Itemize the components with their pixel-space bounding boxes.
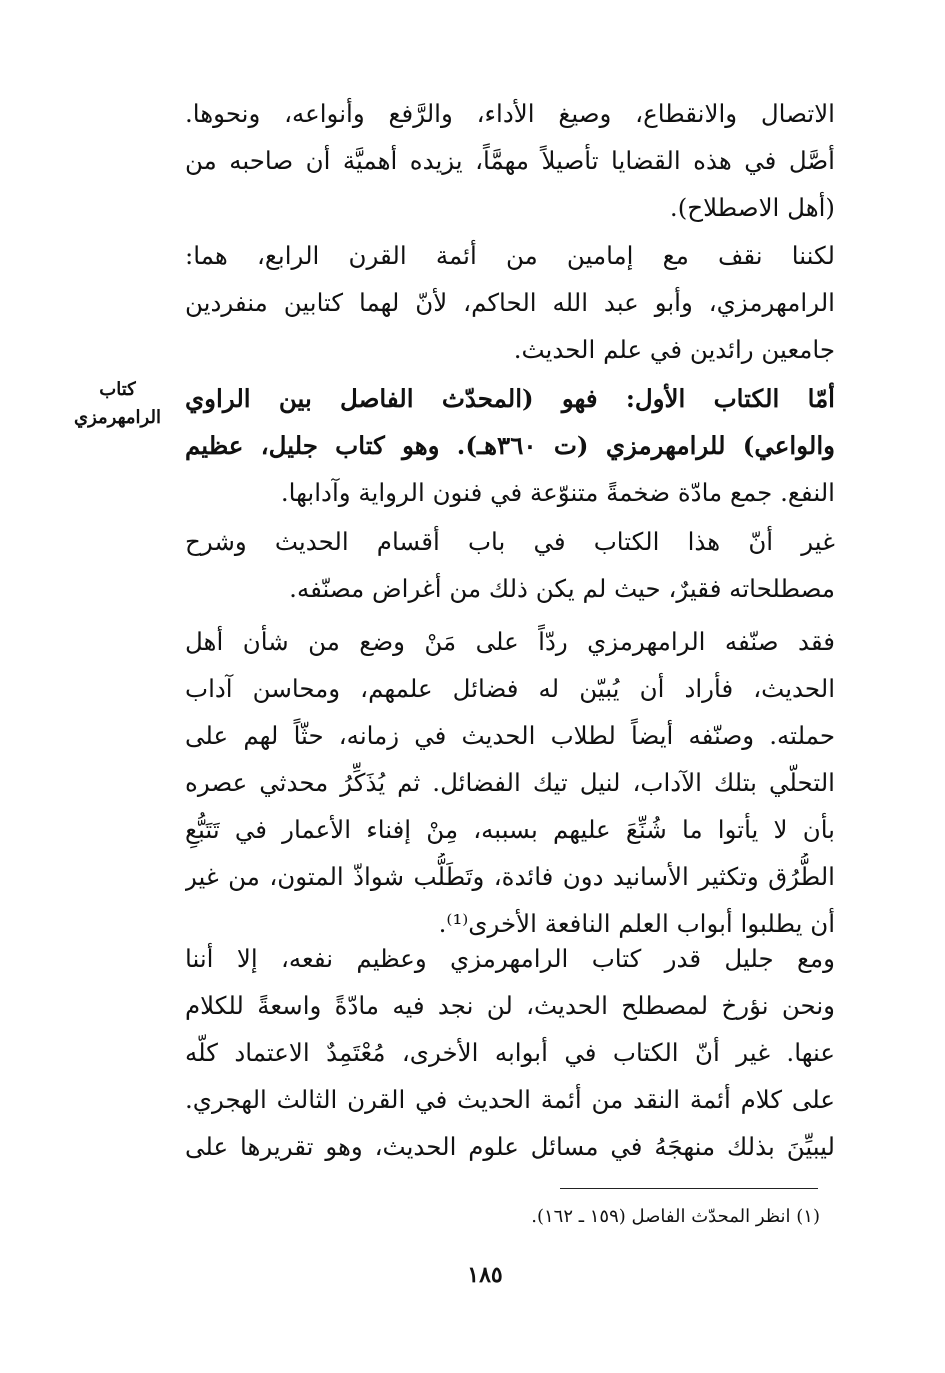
margin-note xyxy=(60,376,175,432)
text-line: الرامهرمزي، وأبو عبد الله الحاكم، لأنّ لهما كتابين منفردين xyxy=(185,288,835,317)
text-line: النفع. جمع مادّة ضخمةً متنوّعة في فنون الرواية وآدابها. xyxy=(280,478,835,507)
text-line: غير أنّ هذا الكتاب في باب أقسام الحديث وشرح xyxy=(185,527,835,556)
text-line: حملته. وصنّفه أيضاً لطلاب الحديث في زمانه، حثّاً لهم على xyxy=(185,721,835,750)
text-line: بأن لا يأتوا ما شُنِّعَ عليهم بسببه، مِنْ إفناء الأعمار في تَتَبُّعِ xyxy=(185,815,835,844)
text-line: عنها. غير أنّ الكتاب في أبوابه الأخرى، مُعْتَمِدٌ الاعتماد كلّه xyxy=(185,1038,835,1067)
text-line: ليبيِّنَ بذلك منهجَهُ في مسائل علوم الحديث، وهو تقريرها على xyxy=(185,1132,835,1161)
text-line: لكننا نقف مع إمامين من أئمة القرن الرابع، هما: xyxy=(185,241,835,270)
text-line: أمّا الكتاب الأول: فهو (المحدّث الفاصل بين الراوي xyxy=(185,384,835,413)
text-line: أصَّل في هذه القضايا تأصيلاً مهمَّاً، يزيده أهميَّة أن صاحبه من xyxy=(185,146,835,175)
text-line: أن يطلبوا أبواب العلم النافعة الأخرى⁽¹⁾. xyxy=(438,909,835,938)
text-line: التحلّي بتلك الآداب، لنيل تيك الفضائل. ثم يُذَكِّرُ محدثي عصره xyxy=(185,768,835,797)
page-number: ١٨٥ xyxy=(467,1262,503,1288)
text-line: ومع جليل قدر كتاب الرامهرمزي وعظيم نفعه، إلا أننا xyxy=(185,944,835,973)
text-line: والواعي) للرامهرمزي (ت ٣٦٠هـ). وهو كتاب جليل، عظيم xyxy=(185,431,835,460)
text-line: ونحن نؤرخ لمصطلح الحديث، لن نجد فيه مادّةً واسعةً للكلام xyxy=(185,991,835,1020)
text-line: الطُّرُق وتكثير الأسانيد دون فائدة، وتَطَلُّب شواذّ المتون، من غير xyxy=(185,862,835,891)
margin-note-line: كتاب xyxy=(99,379,136,400)
paragraph-6 xyxy=(185,935,835,1170)
footnote: (١) انظر المحدّث الفاصل (١٥٩ ـ ١٦٢). xyxy=(531,1206,820,1227)
paragraph-3 xyxy=(185,375,835,516)
text-line: الاتصال والانقطاع، وصيغ الأداء، والرَّفع وأنواعه، ونحوها. xyxy=(185,99,835,128)
margin-note-line: الرامهرمزي xyxy=(74,407,161,428)
text-line: مصطلحاته فقيرٌ، حيث لم يكن ذلك من أغراض مصنّفه. xyxy=(289,574,835,603)
paragraph-1 xyxy=(185,90,835,231)
text-line: على كلام أئمة النقد من أئمة الحديث في القرن الثالث الهجري. xyxy=(185,1085,835,1114)
text-line: (أهل الاصطلاح). xyxy=(669,193,835,222)
footnote-separator xyxy=(560,1188,818,1189)
paragraph-4 xyxy=(185,518,835,612)
paragraph-2 xyxy=(185,232,835,373)
text-line: الحديث، فأراد أن يُبيّن له فضائل علمهم، ومحاسن آداب xyxy=(185,674,835,703)
text-line: جامعين رائدين في علم الحديث. xyxy=(513,335,835,364)
paragraph-5 xyxy=(185,618,835,947)
text-line: فقد صنّفه الرامهرمزي ردّاً على مَنْ وضع من شأن أهل xyxy=(185,627,835,656)
